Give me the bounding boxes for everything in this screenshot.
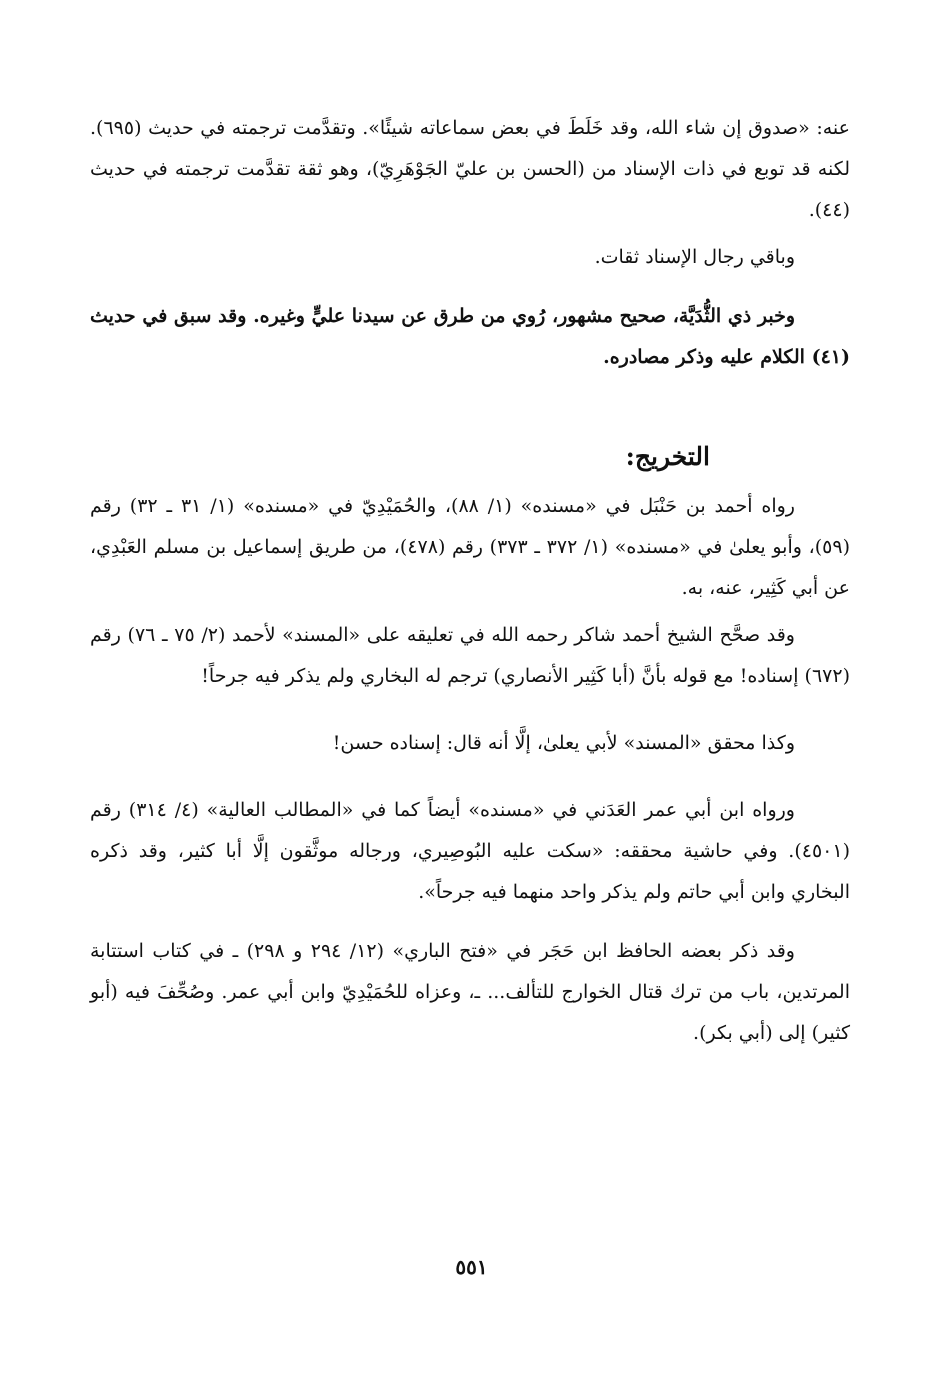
paragraph-takhrij-ibn-hajar: وقد ذكر بعضه الحافظ ابن حَجَر في «فتح الباري» (١٢/ ٢٩٤ و ٢٩٨) ـ في كتاب استتابة المرتدين، باب من ترك قتال الخوارج للتألف... ـ، وعزاه للحُمَيْدِيّ وابن أبي عمر. وصُحِّفَ فيه (أبو كثير) إلى (أبي بكر).	[90, 940, 850, 1044]
paragraph-takhrij-ahmad: رواه أحمد بن حَنْبَل في «مسنده» (١/ ٨٨)، والحُمَيْدِيّ في «مسنده» (١/ ٣١ ـ ٣٢) رقم (٥٩)، وأبو يعلىٰ في «مسنده» (١/ ٣٧٢ ـ ٣٧٣) رقم (٤٧٨)، من طريق إسماعيل بن مسلم العَبْدِي، عن أبي كَثِير، عنه، به.	[90, 495, 850, 599]
paragraph-takhrij-adani: ورواه ابن أبي عمر العَدَني في «مسنده» أيضاً كما في «المطالب العالية» (٤/ ٣١٤) رقم (٤٥٠١). وفي حاشية محققه: «سكت عليه البُوصِيري، ورجاله موثَّقون إلَّا أبا كثير، وقد ذكره البخاري وابن أبي حاتم ولم يذكر واحد منهما فيه جرحاً».	[90, 799, 850, 903]
paragraph-takhrij-shakir: وقد صحَّح الشيخ أحمد شاكر رحمه الله في تعليقه على «المسند» لأحمد (٢/ ٧٥ ـ ٧٦) رقم (٦٧٢) إسناده! مع قوله بأنَّ (أبا كَثِير الأنصاري) ترجم له البخاري ولم يذكر فيه جرحاً!	[90, 624, 850, 687]
page-number: ٥٥١	[455, 1255, 488, 1279]
paragraph-hadith-status: وخبر ذي الثُّدَيَّة، صحيح مشهور، رُوي من طرق عن سيدنا عليٍّ وغيره. وقد سبق في حديث (٤١) الكلام عليه وذكر مصادره.	[90, 305, 850, 368]
paragraph-narrator-status: عنه: «صدوق إن شاء الله، وقد خَلَطَ في بعض سماعاته شيئًا». وتقدَّمت ترجمته في حديث (٦٩٥). لكنه قد توبع في ذات الإسناد من (الحسن بن عليّ الجَوْهَرِيّ)، وهو ثقة تقدَّمت ترجمته في حديث (٤٤).	[90, 117, 850, 221]
paragraph-remaining-narrators: وباقي رجال الإسناد ثقات.	[594, 246, 795, 268]
page-body	[90, 108, 850, 1054]
section-heading-takhrij: التخريج:	[625, 442, 710, 471]
paragraph-takhrij-abu-yala: وكذا محقق «المسند» لأبي يعلىٰ، إلَّا أنه قال: إسناده حسن!	[332, 732, 795, 754]
